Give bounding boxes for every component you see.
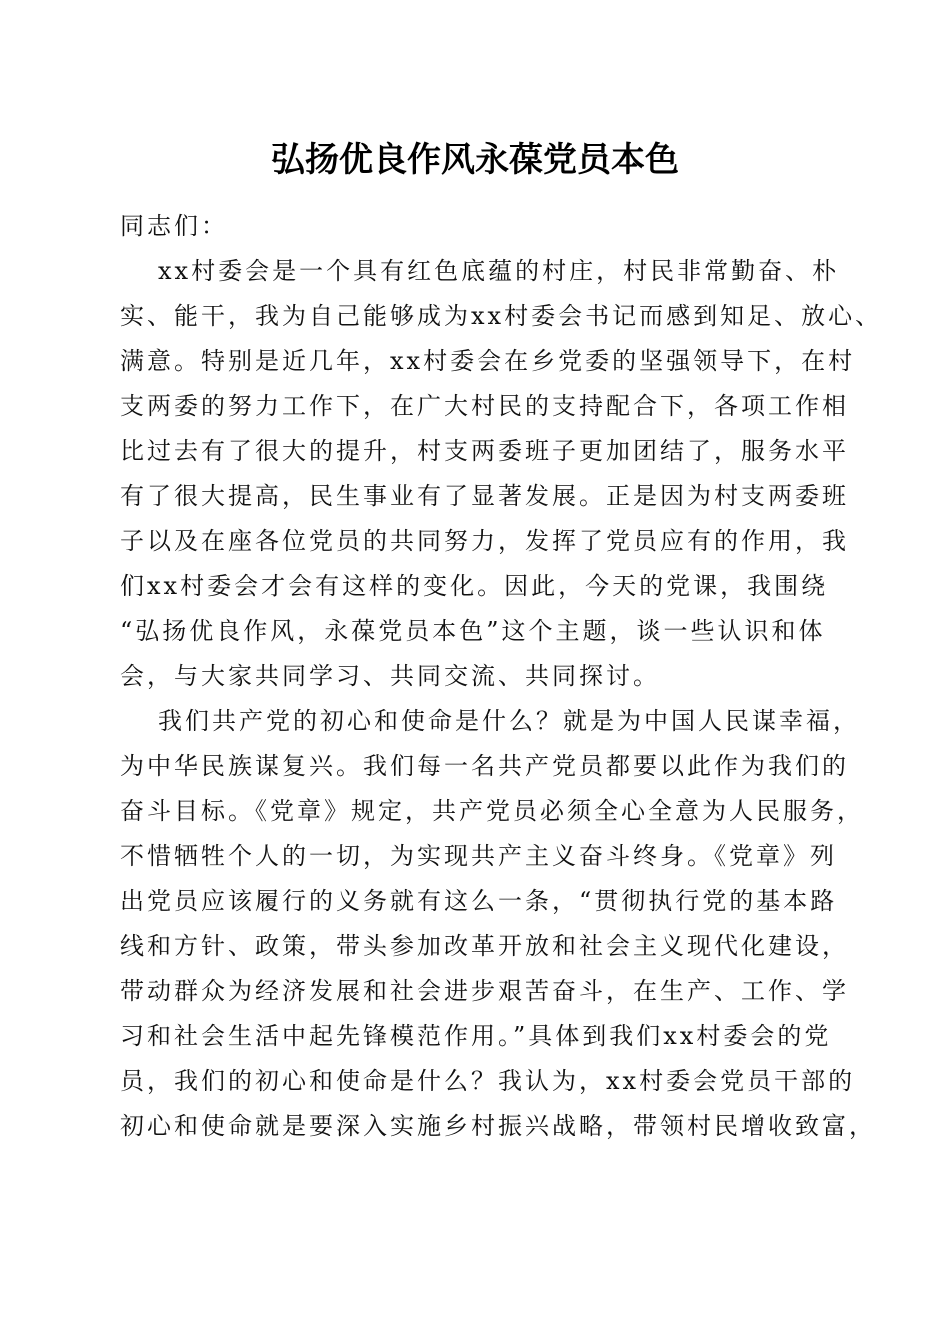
paragraph-line: 们xx村委会才会有这样的变化。因此，今天的党课，我围绕 — [120, 572, 829, 600]
paragraph-line: 初心和使命就是要深入实施乡村振兴战略，带领村民增收致富， — [120, 1112, 876, 1140]
paragraph-line: 满意。特别是近几年，xx村委会在乡党委的坚强领导下，在村 — [120, 347, 856, 375]
paragraph-line: 不惜牺牲个人的一切，为实现共产主义奋斗终身。《党章》列 — [120, 842, 837, 870]
salutation: 同志们： — [120, 212, 228, 240]
paragraph-line: 比过去有了很大的提升，村支两委班子更加团结了，服务水平 — [120, 437, 849, 465]
document-title: 弘扬优良作风永葆党员本色 — [271, 140, 679, 180]
paragraph-line: 线和方针、政策，带头参加改革开放和社会主义现代化建设， — [120, 932, 849, 960]
paragraph-line: 我们共产党的初心和使命是什么？就是为中国人民谋幸福， — [158, 707, 860, 735]
paragraph-line: “弘扬优良作风，永葆党员本色”这个主题，谈一些认识和体 — [120, 617, 826, 645]
paragraph-line: 带动群众为经济发展和社会进步艰苦奋斗，在生产、工作、学 — [120, 977, 849, 1005]
paragraph-line: 为中华民族谋复兴。我们每一名共产党员都要以此作为我们的 — [120, 752, 849, 780]
document-body — [120, 204, 883, 1149]
paragraph-line: 支两委的努力工作下，在广大村民的支持配合下，各项工作相 — [120, 392, 849, 420]
paragraph-line: 奋斗目标。《党章》规定，共产党员必须全心全意为人民服务， — [120, 797, 864, 825]
paragraph-line: xx村委会是一个具有红色底蕴的村庄，村民非常勤奋、朴 — [158, 257, 840, 285]
paragraph-line: 员，我们的初心和使命是什么？我认为，xx村委会党员干部的 — [120, 1067, 856, 1095]
paragraph-line: 会，与大家共同学习、共同交流、共同探讨。 — [120, 662, 660, 690]
paragraph-line: 出党员应该履行的义务就有这么一条，“贯彻执行党的基本路 — [120, 887, 838, 915]
paragraph-line: 习和社会生活中起先锋模范作用。”具体到我们xx村委会的党 — [120, 1022, 832, 1050]
paragraph-line: 有了很大提高，民生事业有了显著发展。正是因为村支两委班 — [120, 482, 849, 510]
paragraph-line: 实、能干，我为自己能够成为xx村委会书记而感到知足、放心、 — [120, 302, 883, 330]
paragraph-line: 子以及在座各位党员的共同努力，发挥了党员应有的作用，我 — [120, 527, 849, 555]
